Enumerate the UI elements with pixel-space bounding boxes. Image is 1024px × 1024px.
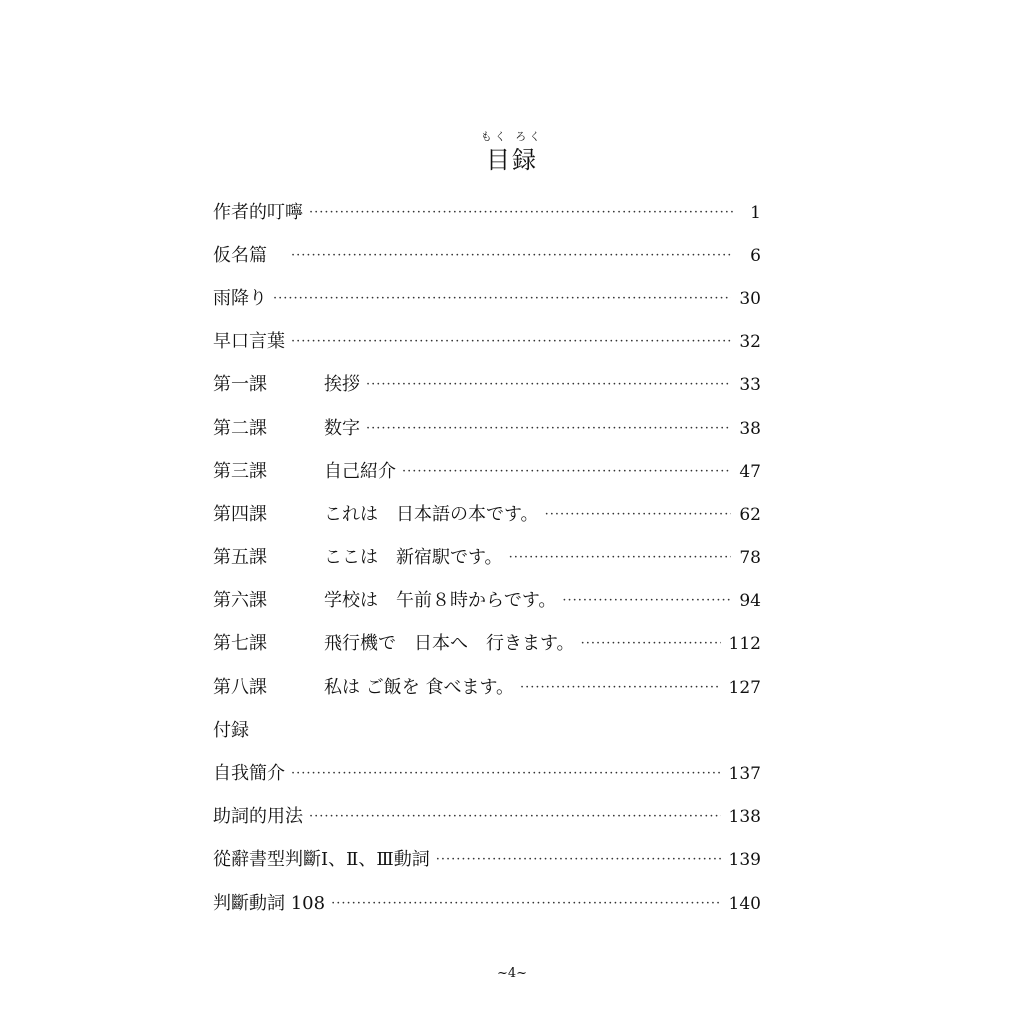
toc-entry (213, 191, 761, 234)
title-block (0, 130, 1024, 174)
page-number: ~4~ (496, 966, 528, 981)
toc-entry-page: 1 (750, 202, 761, 223)
toc-entry-page: 33 (739, 375, 761, 396)
toc-lesson-number: 第三課 (213, 460, 267, 482)
toc-entry (213, 234, 761, 277)
toc-entry-label: 仮名篇 (213, 244, 285, 266)
toc-entry (213, 277, 761, 320)
toc-lesson-number: 第二課 (213, 417, 267, 439)
toc-lesson-entry (213, 537, 761, 580)
toc-leader-dots (520, 677, 721, 699)
toc-entry-page: 78 (739, 548, 761, 569)
toc-leader-dots (436, 849, 721, 871)
toc-entry-page: 38 (739, 418, 761, 439)
appendix-heading: 付録 (213, 719, 249, 741)
toc-leader-dots (291, 331, 731, 353)
toc-entry-page: 6 (750, 245, 761, 266)
toc-leader-dots (291, 763, 721, 785)
toc-entry-page: 139 (728, 850, 761, 871)
toc-entry-page: 62 (739, 504, 761, 525)
toc-entry-label: 作者的叮嚀 (213, 201, 303, 223)
toc-entry (213, 321, 761, 364)
toc-lesson-entry (213, 623, 761, 666)
toc-entry-page: 94 (739, 591, 761, 612)
toc-entry-label: 私は ご飯を 食べます。 (324, 676, 515, 698)
toc-lesson-entry (213, 364, 761, 407)
toc-lesson-entry (213, 407, 761, 450)
toc-entry-page: 30 (739, 288, 761, 309)
toc-lesson-number: 第一課 (213, 374, 267, 396)
toc-leader-dots (562, 590, 731, 612)
appendix-heading-row (213, 709, 761, 752)
toc-entry (213, 796, 761, 839)
toc-entry-label: 自己紹介 (324, 460, 396, 482)
toc-leader-dots (509, 547, 732, 569)
toc-entry-label: 自我簡介 (213, 763, 285, 785)
toc-leader-dots (273, 288, 731, 310)
toc-lesson-number: 第八課 (213, 676, 267, 698)
toc-lesson-entry (213, 666, 761, 709)
title-ruby: もく ろく (480, 130, 544, 143)
toc-entry-label: 数字 (324, 417, 360, 439)
toc-lesson-entry (213, 450, 761, 493)
toc-entry (213, 882, 761, 925)
toc-leader-dots (309, 202, 733, 224)
toc-entry-page: 127 (728, 677, 761, 698)
toc-entry-page: 47 (739, 461, 761, 482)
toc-entry (213, 752, 761, 795)
toc-entry-page: 140 (728, 893, 761, 914)
toc-entry-label: 助詞的用法 (213, 806, 303, 828)
page-title: 目録 (486, 146, 538, 174)
toc-leader-dots (291, 245, 733, 267)
toc-leader-dots (366, 374, 731, 396)
toc-entry-label: 学校は 午前８時からです。 (324, 590, 557, 612)
toc-lesson-number: 第四課 (213, 503, 267, 525)
toc-entry-label: 判斷動詞 108 (213, 892, 326, 914)
toc-lesson-number: 第五課 (213, 547, 267, 569)
toc-lesson-number: 第六課 (213, 590, 267, 612)
table-of-contents (213, 191, 761, 925)
toc-entry (213, 839, 761, 882)
toc-leader-dots (309, 806, 721, 828)
toc-entry-label: ここは 新宿駅です。 (324, 547, 503, 569)
toc-entry-label: 飛行機で 日本へ 行きます。 (324, 633, 575, 655)
toc-lesson-number: 第七課 (213, 633, 267, 655)
toc-lesson-entry (213, 493, 761, 536)
toc-leader-dots (581, 633, 721, 655)
toc-entry-label: 從辭書型判斷Ⅰ、Ⅱ、Ⅲ動詞 (213, 849, 430, 871)
toc-entry-label: 早口言葉 (213, 331, 285, 353)
toc-leader-dots (366, 418, 731, 440)
toc-entry-page: 138 (728, 807, 761, 828)
toc-leader-dots (331, 893, 720, 915)
toc-entry-page: 112 (728, 634, 761, 655)
toc-entry-label: 雨降り (213, 287, 267, 309)
toc-entry-label: これは 日本語の本です。 (324, 503, 539, 525)
toc-entry-page: 32 (739, 332, 761, 353)
toc-entry-page: 137 (728, 764, 761, 785)
toc-leader-dots (402, 461, 731, 483)
toc-lesson-entry (213, 580, 761, 623)
toc-entry-label: 挨拶 (324, 374, 360, 396)
toc-leader-dots (545, 504, 732, 526)
